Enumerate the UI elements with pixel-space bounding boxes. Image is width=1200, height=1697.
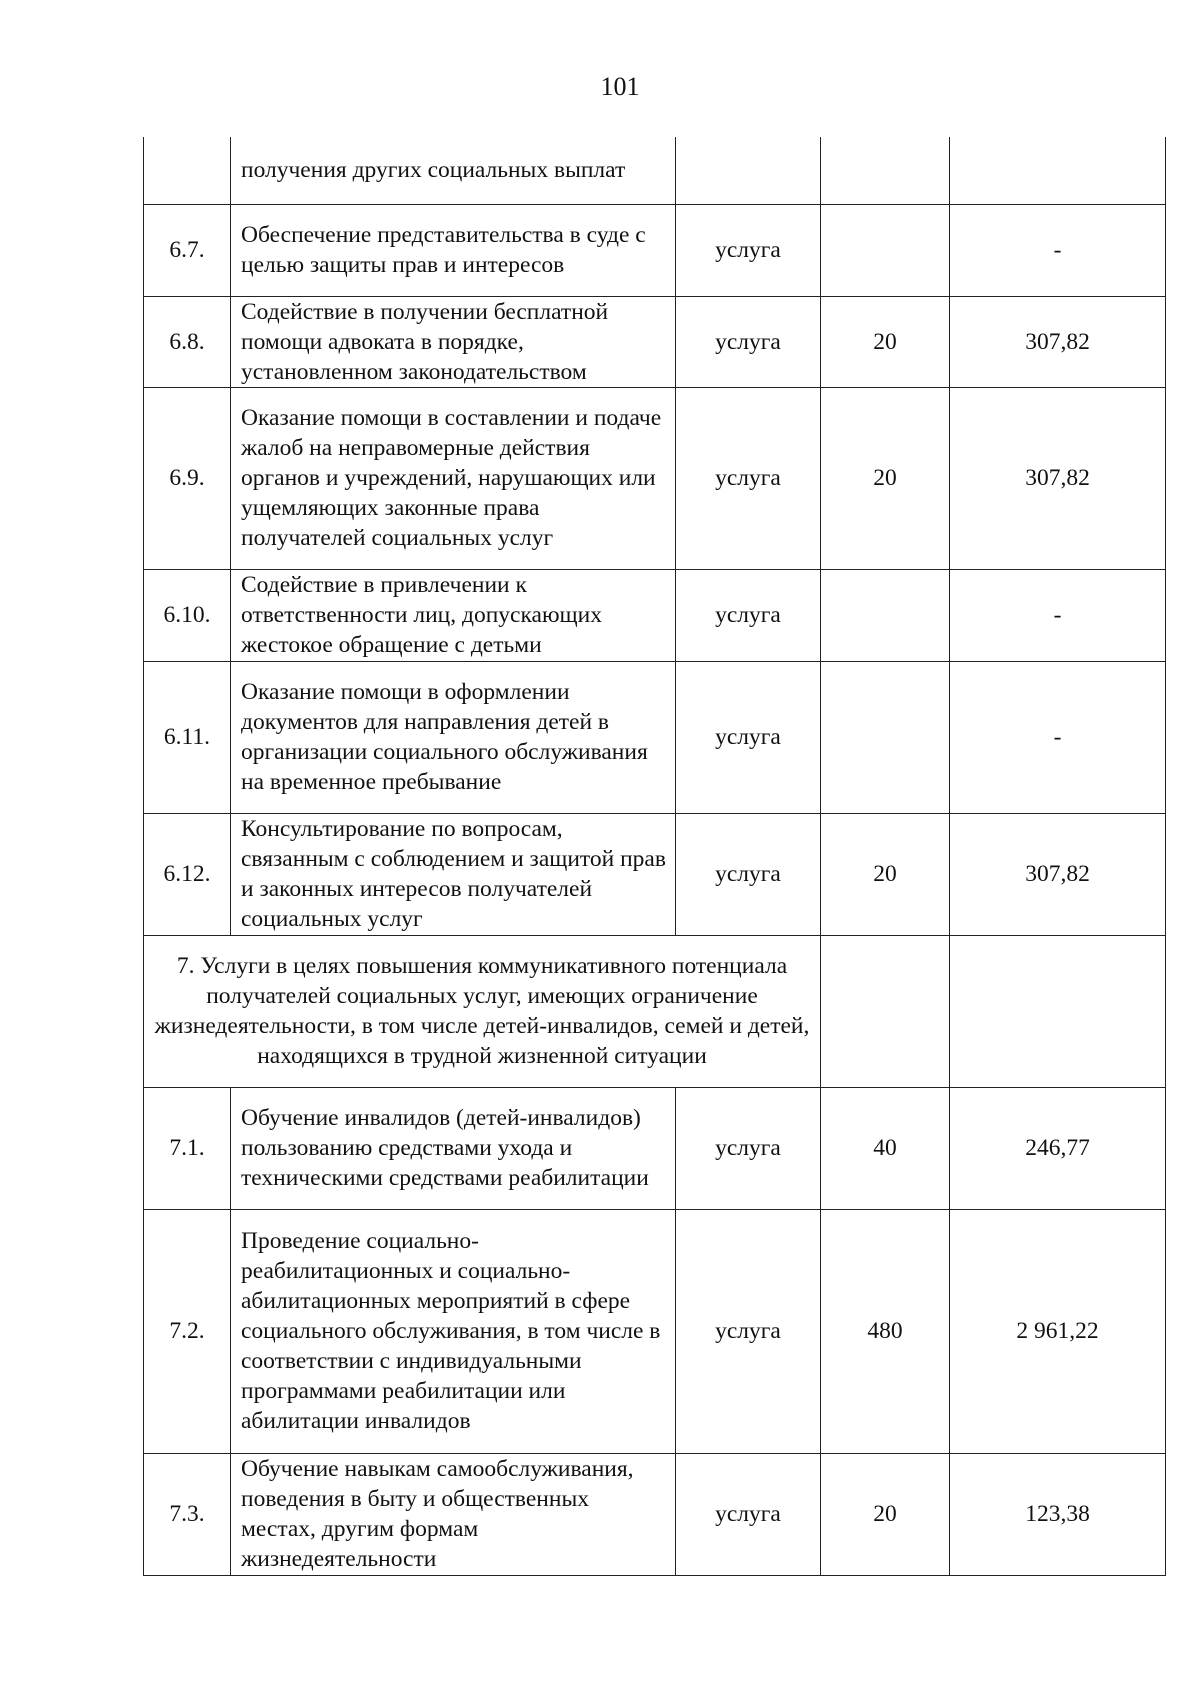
unit-cell: услуга <box>676 204 821 296</box>
price-cell: 307,82 <box>950 296 1166 387</box>
quantity-cell: 20 <box>821 1453 950 1575</box>
row-number-cell: 6.8. <box>144 296 231 387</box>
table-row <box>144 1209 1166 1453</box>
page-number: 101 <box>600 72 640 101</box>
price-cell: 123,38 <box>950 1453 1166 1575</box>
quantity-cell: 40 <box>821 1087 950 1209</box>
price-cell: - <box>950 569 1166 661</box>
quantity-cell <box>821 661 950 813</box>
row-number-cell <box>144 137 231 204</box>
service-name-cell: Оказание помощи в составлении и подаче жалоб на неправомерные действия органов и учреждений, нарушающих или ущемляющих законные права получателей социальных услуг <box>231 387 676 569</box>
unit-cell: услуга <box>676 1209 821 1453</box>
service-name-cell: получения других социальных выплат <box>231 137 676 204</box>
price-cell: 307,82 <box>950 387 1166 569</box>
price-cell: 246,77 <box>950 1087 1166 1209</box>
row-number-cell: 7.1. <box>144 1087 231 1209</box>
services-table <box>143 137 1166 1576</box>
table-row <box>144 296 1166 387</box>
row-number-cell: 7.3. <box>144 1453 231 1575</box>
price-cell: - <box>950 661 1166 813</box>
row-number-cell: 6.12. <box>144 813 231 935</box>
quantity-cell: 20 <box>821 813 950 935</box>
section-title: 7. Услуги в целях повышения коммуникативного потенциала получателей социальных услуг, имеющих ограничение жизнедеятельности, в том числе детей-инвалидов, семей и детей, находящихся в трудной жизненной ситуации <box>144 935 821 1087</box>
unit-cell: услуга <box>676 569 821 661</box>
service-name-cell: Консультирование по вопросам, связанным с соблюдением и защитой прав и законных интересов получателей социальных услуг <box>231 813 676 935</box>
price-cell <box>950 935 1166 1087</box>
service-name-cell: Проведение социально-реабилитационных и социально-абилитационных мероприятий в сфере социального обслуживания, в том числе в соответствии с индивидуальными программами реабилитации или абилитации инвалидов <box>231 1209 676 1453</box>
table-row <box>144 661 1166 813</box>
quantity-cell <box>821 569 950 661</box>
unit-cell: услуга <box>676 1453 821 1575</box>
service-name-cell: Обучение инвалидов (детей-инвалидов) пользованию средствами ухода и техническими средствами реабилитации <box>231 1087 676 1209</box>
quantity-cell: 480 <box>821 1209 950 1453</box>
service-name-cell: Содействие в привлечении к ответственности лиц, допускающих жестокое обращение с детьми <box>231 569 676 661</box>
table-row <box>144 1087 1166 1209</box>
price-cell: 2 961,22 <box>950 1209 1166 1453</box>
unit-cell: услуга <box>676 1087 821 1209</box>
quantity-cell <box>821 137 950 204</box>
table-row <box>144 1453 1166 1575</box>
unit-cell <box>676 137 821 204</box>
row-number-cell: 6.7. <box>144 204 231 296</box>
service-name-cell: Оказание помощи в оформлении документов для направления детей в организации социального обслуживания на временное пребывание <box>231 661 676 813</box>
table-row <box>144 387 1166 569</box>
service-name-cell: Содействие в получении бесплатной помощи адвоката в порядке, установленном законодательством <box>231 296 676 387</box>
quantity-cell: 20 <box>821 387 950 569</box>
row-number-cell: 6.11. <box>144 661 231 813</box>
row-number-cell: 6.10. <box>144 569 231 661</box>
table-row <box>144 204 1166 296</box>
table-row <box>144 569 1166 661</box>
quantity-cell <box>821 935 950 1087</box>
price-cell <box>950 137 1166 204</box>
row-number-cell: 6.9. <box>144 387 231 569</box>
unit-cell: услуга <box>676 661 821 813</box>
section-header-row <box>144 935 1166 1087</box>
price-cell: - <box>950 204 1166 296</box>
price-cell: 307,82 <box>950 813 1166 935</box>
table-row <box>144 813 1166 935</box>
quantity-cell <box>821 204 950 296</box>
service-name-cell: Обучение навыкам самообслуживания, поведения в быту и общественных местах, другим формам жизнедеятельности <box>231 1453 676 1575</box>
unit-cell: услуга <box>676 387 821 569</box>
row-number-cell: 7.2. <box>144 1209 231 1453</box>
unit-cell: услуга <box>676 296 821 387</box>
quantity-cell: 20 <box>821 296 950 387</box>
unit-cell: услуга <box>676 813 821 935</box>
service-name-cell: Обеспечение представительства в суде с целью защиты прав и интересов <box>231 204 676 296</box>
table-row <box>144 137 1166 204</box>
